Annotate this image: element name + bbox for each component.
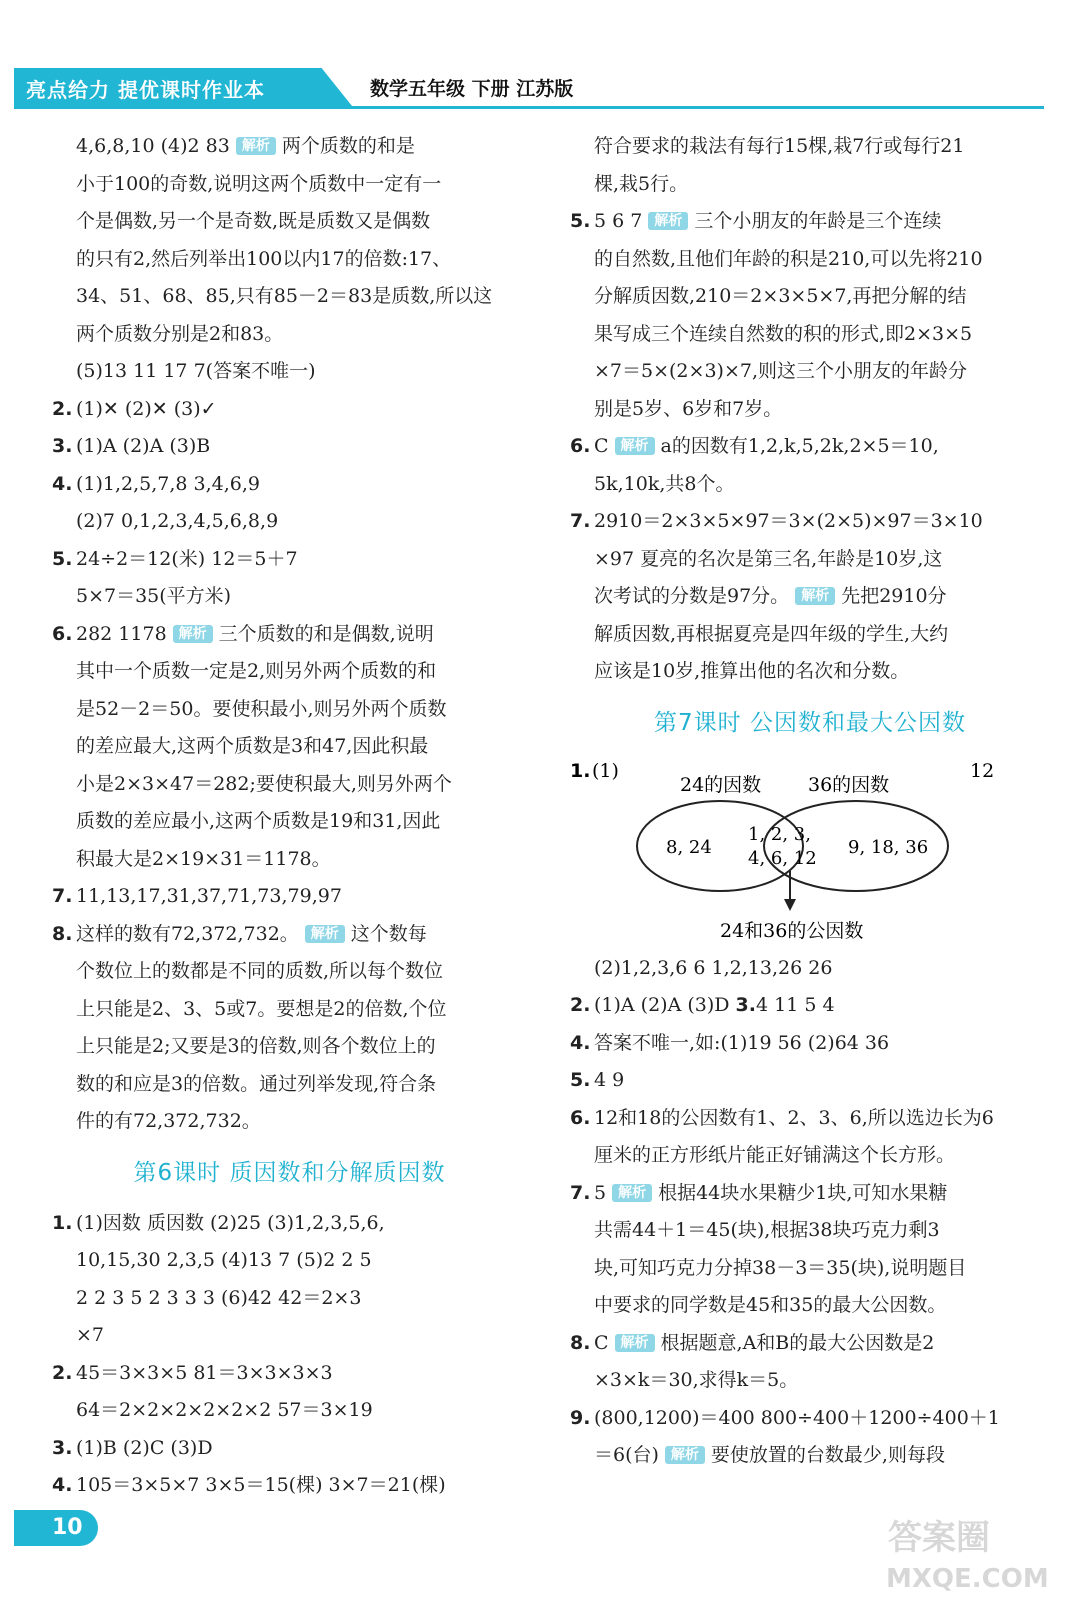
answer-item: 7. 5 解析 根据44块水果糖少1块,可知水果糖 共需44＋1＝45(块),根据38块巧克力剩3 块,可知巧克力分掉38－3＝35(块),说明题目 中要求的同学数是45和35的最大公因数。 [570,1181,967,1316]
answer-item: 5. 5 6 7 解析 三个小朋友的年龄是三个连续 的自然数,且他们年龄的积是210,可以先将210 分解质因数,210＝2×3×5×7,再把分解的结 果写成三个连续自然数的积的形式,即2×3×5 ×7＝5×(2×3)×7,则这三个小朋友的年龄分 别是5岁、6岁和7岁。 [570,210,983,420]
venn-arrow-head [784,899,796,911]
answer-item: (2)1,2,3,6 6 1,2,13,26 26 [594,956,833,979]
answer-item: 6. 282 1178 解析 三个质数的和是偶数,说明 其中一个质数一定是2,则另外两个质数的和 是52－2＝50。要使积最小,则另外两个质数 的差应最大,这两个质数是3和47,因此积最 小是2×3×47＝282;要使积最大,则另外两个 质数的差应最小,这两个质数是19和31,因此 积最大是2×19×31＝1178。 [52,622,452,870]
text-line: 的只有2,然后列举出100以内17的倍数:17、 [76,247,452,270]
analysis-tag: 解析 [305,925,345,943]
section-title-6: 第6课时 质因数和分解质因数 [133,1159,446,1186]
analysis-tag: 解析 [615,437,655,455]
brand-title: 亮点给力 提优课时作业本 [26,78,265,102]
answer-item: 4. 105＝3×5×7 3×5＝15(棵) 3×7＝21(棵) [52,1474,446,1496]
continued-answer [52,128,527,391]
header-rule [14,106,1044,109]
text-line: 棵,栽5行。 [594,172,689,195]
subject-title: 数学五年级 下册 江苏版 [370,78,574,100]
item-number: 1. [570,759,591,782]
venn-common-values: 1, 2, 3, [748,823,811,845]
venn-answer: 12 [970,759,995,782]
answer-item: 1. (1)因数 质因数 (2)25 (3)1,2,3,5,6, 10,15,30 2,3,5 (4)13 7 (5)2 2 5 2 2 3 5 2 3 3 3 (6)42 42＝2×3 ×7 [52,1211,385,1346]
venn-common-values: 4, 6, 12 [748,847,817,869]
watermark-text: 答案圈 [888,1518,990,1558]
text-line: 4,6,8,10 (4)2 83 解析 两个质数的和是 [76,135,415,157]
text-line: 两个质数分别是2和83。 [76,322,284,345]
analysis-tag: 解析 [648,212,688,230]
answer-item: 6. 12和18的公因数有1、2、3、6,所以选边长为6 厘米的正方形纸片能正好铺满这个长方形。 [570,1106,994,1166]
text-line: 小于100的奇数,说明这两个质数中一定有一 [76,172,442,195]
venn-right-values: 9, 18, 36 [848,836,929,858]
analysis-tag: 解析 [795,587,835,605]
answer-item: 8. C 解析 根据题意,A和B的最大公因数是2 ×3×k＝30,求得k＝5。 [570,1331,935,1391]
analysis-tag: 解析 [236,137,276,155]
continued-answer [570,128,1050,203]
venn-right-label: 36的因数 [808,773,890,796]
answer-item: 3. (1)A (2)A (3)B [52,435,211,457]
answer-item: 5. 4 9 [570,1069,625,1091]
answer-item: 6. C 解析 a的因数有1,2,k,5,2k,2×5＝10, 5k,10k,共8个。 [570,435,939,495]
watermark-url: MXQE.COM [886,1564,1049,1594]
answer-item: 2. 45＝3×3×5 81＝3×3×3×3 64＝2×2×2×2×2×2 57＝3×19 [52,1361,373,1421]
venn-diagram [570,755,1050,950]
text-line: 34、51、68、85,只有85－2＝83是质数,所以这 [76,285,493,307]
analysis-tag: 解析 [665,1446,705,1464]
answer-item: 9. (800,1200)＝400 800÷400＋1200÷400＋1 ＝6(台) 解析 要使放置的台数最少,则每段 [570,1406,1000,1466]
right-column [570,128,1050,1475]
venn-left-label: 24的因数 [680,773,762,796]
answer-item: 5. 24÷2＝12(米) 12＝5＋7 5×7＝35(平方米) [52,547,298,607]
answer-item: 8. 这样的数有72,372,732。 解析 这个数每 个数位上的数都是不同的质数,所以每个数位 上只能是2、3、5或7。要想是2的倍数,个位 上只能是2;又要是3的倍数,则各个数位上的 数的和应是3的倍数。通过列举发现,符合条 件的有72,372,732。 [52,922,447,1132]
sub-label: (1) [592,759,619,782]
answer-item: 2. (1)✕ (2)✕ (3)✓ [52,397,217,420]
text-line: 符合要求的栽法有每行15棵,栽7行或每行21 [594,135,965,157]
left-column [52,128,527,1505]
analysis-tag: 解析 [612,1184,652,1202]
venn-left-values: 8, 24 [666,836,712,858]
venn-bottom-label: 24和36的公因数 [720,919,864,942]
venn-svg [570,747,1050,947]
venn-left-ellipse [637,801,803,891]
answer-item: 3. (1)B (2)C (3)D [52,1436,213,1459]
text-line: (5)13 11 17 7(答案不唯一) [76,360,316,382]
analysis-tag: 解析 [615,1334,655,1352]
answer-item: 4. 答案不唯一,如:(1)19 56 (2)64 36 [570,1031,890,1054]
section-title-7: 第7课时 公因数和最大公因数 [654,709,966,736]
answer-item: 7. 11,13,17,31,37,71,73,79,97 [52,885,342,907]
analysis-tag: 解析 [173,625,213,643]
answer-item: 7. 2910＝2×3×5×97＝3×(2×5)×97＝3×10 ×97 夏亮的名次是第三名,年龄是10岁,这 次考试的分数是97分。 解析 先把2910分 解质因数,再根据夏亮是四年级的学生,大约 应该是10岁,推算出他的名次和分数。 [570,510,983,682]
answer-item: 4. (1)1,2,5,7,8 3,4,6,9 (2)7 0,1,2,3,4,5,6,8,9 [52,472,279,532]
page-number: 10 [14,1510,98,1546]
text-line: 个是偶数,另一个是奇数,既是质数又是偶数 [76,210,431,232]
answer-item: 2. (1)A (2)A (3)D 3.4 11 5 4 [570,994,835,1016]
watermark-logo [878,1505,1053,1595]
